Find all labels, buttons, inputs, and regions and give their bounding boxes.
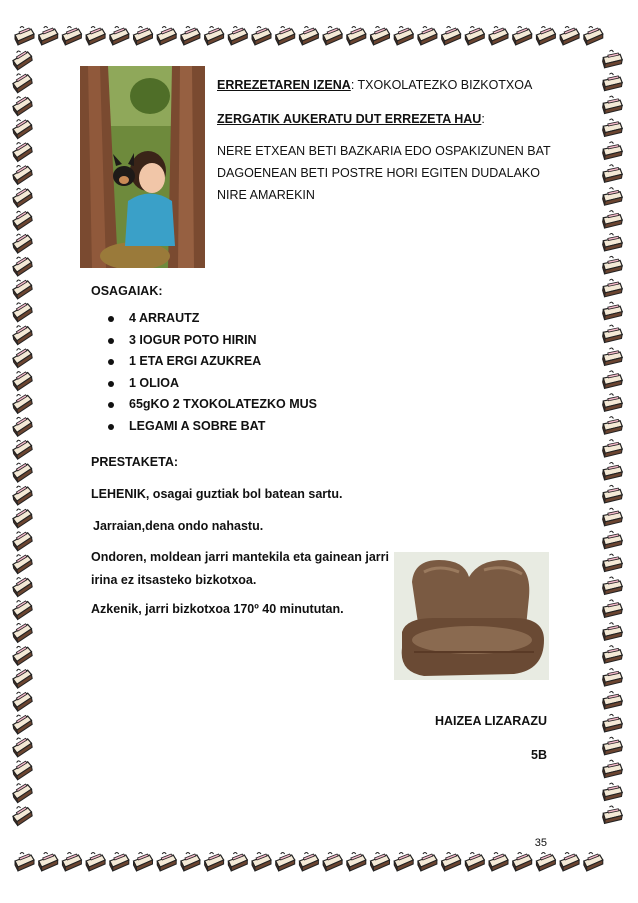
list-item: 65gKO 2 TXOKOLATEZKO MUS [108, 394, 317, 416]
list-item: LEGAMI A SOBRE BAT [108, 416, 317, 438]
girl-with-dog-photo [80, 66, 205, 268]
recipe-name-label: ERREZETAREN IZENA [217, 78, 351, 92]
why-label: ZERGATIK AUKERATU DUT ERREZETA HAU [217, 112, 482, 126]
recipe-name-line [217, 74, 532, 97]
why-line [217, 108, 485, 131]
class-label: 5B [531, 748, 547, 762]
preparation-step-1: LEHENIK, osagai guztiak bol batean sartu. [91, 487, 343, 501]
chocolate-cake-photo [394, 552, 549, 680]
author-name: HAIZEA LIZARAZU [434, 714, 547, 728]
bullet-icon [108, 381, 114, 387]
list-item: 3 IOGUR POTO HIRIN [108, 330, 317, 352]
bullet-icon [108, 402, 114, 408]
preparation-step-4: Azkenik, jarri bizkotxoa 170º 40 minututan. [91, 602, 344, 616]
preparation-step-2: Jarraian,dena ondo nahastu. [93, 519, 264, 533]
why-colon: : [481, 112, 485, 126]
bullet-icon [108, 359, 114, 365]
reason-text: NERE ETXEAN BETI BAZKARIA EDO OSPAKIZUNEN BAT DAGOENEAN BETI POSTRE HORI EGITEN DUDALAKO NIRE AMAREKIN [217, 144, 551, 202]
list-item: 1 ETA ERGI AZUKREA [108, 351, 317, 373]
ingredients-list [108, 308, 317, 438]
ingredients-heading: OSAGAIAK: [91, 284, 163, 298]
list-item: 1 OLIOA [108, 373, 317, 395]
recipe-name-value: : TXOKOLATEZKO BIZKOTXOA [350, 78, 533, 92]
list-item: 4 ARRAUTZ [108, 308, 317, 330]
page-number: 35 [534, 837, 547, 849]
bullet-icon [108, 338, 114, 344]
preparation-step-3: Ondoren, moldean jarri mantekila eta gainean jarri irina ez itsasteko bizkotxoa. [91, 550, 390, 587]
bullet-icon [108, 316, 114, 322]
preparation-heading: PRESTAKETA: [91, 455, 179, 469]
bullet-icon [108, 424, 114, 430]
